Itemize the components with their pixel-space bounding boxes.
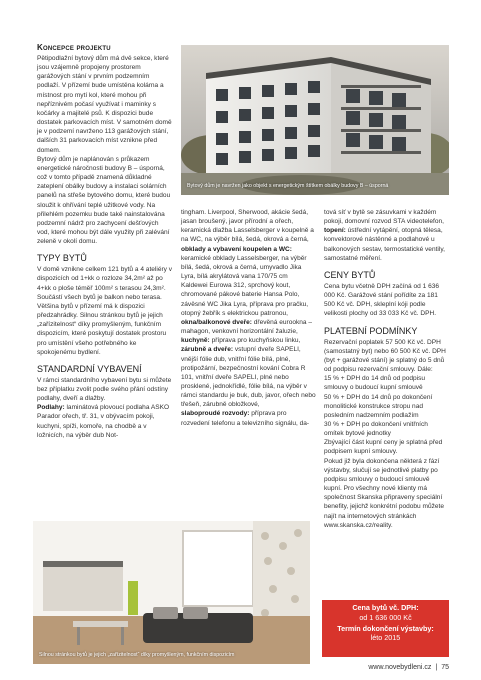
price-label: Cena bytů vč. DPH: <box>352 603 419 612</box>
photo-caption-bottom: Silnou stránkou bytů je jejich „zařízitelnost“ díky promyšleným, funkčním dispozicím <box>39 652 235 658</box>
section-title-koncepce: Koncepce projektu <box>37 43 111 52</box>
text-dvere: vstupní dveře SAPELI, vnější fólie dub, vnitřní fólie bílá, plné, protipožární, bezpečnostní kování Cobra R 101, vnitřní dveře SAPELI, plné nebo prosklené, jednokřídlé, fólie bílá, na výběr v rámci standardu je buk, dub, javor, ořech nebo třešeň, zárubně obložkové, <box>181 346 316 409</box>
paragraph-standard-intro: V rámci standardního vybavení bytu si můžete bez příplatku zvolit podle svého přání odstíny podlahy, dveří a dlažby. <box>37 376 172 403</box>
interior-photo <box>33 521 310 664</box>
label-obklady: obklady a vybavení koupelen a WC: <box>181 245 292 253</box>
building-exterior-photo <box>181 45 449 195</box>
footer-separator: | <box>435 664 438 671</box>
paragraph-koncepce: Pětipodlažní bytový dům má dvě sekce, které jsou vzájemně propojeny prostorem garážových stání v prvním podzemním podlaží. V přízemí bude umístěna kolárna a místnost pro mytí kol, které mohou při nepříznivém počasí využívat i maminky s kočárky a majitelé psů. K dispozici bude dostatek parkovacích míst. V samotném domě je v podzemí navrženo 113 garážových stání, dalších 31 parkovacích míst vznikne před domem. <box>37 55 172 154</box>
heading-ceny-bytu: CENY BYTŮ <box>324 269 376 280</box>
label-topeni: topení: <box>324 227 346 235</box>
paragraph-typy-bytu: V domě vznikne celkem 121 bytů a 4 ateliéry v dispozicích od 1+kk o rozloze 34,2m² až po 4+kk o ploše téměř 100m² s terasou 24,3m². Součástí všech bytů je balkon nebo terasa. Většina bytů v přízemí má k dispozici předzahrádky. Silnou stránkou bytů je jejich „zařízitelnost“ díky promyšleným, funkčním dispozicím, které poskytují dostatek prostoru pro umístění všeho potřebného ke spokojenému bydlení. <box>37 266 173 356</box>
interior-illustration <box>33 521 310 664</box>
paragraph-site: tová síť v bytě se zásuvkami v každém pokoji, domovní rozvod STA videotelefon, <box>324 209 444 226</box>
paragraph-benefity: Pokud již byla dokončena některá z fází výstavby, slučují se jednotlivé platby po podpisu smlouvy o budoucí smlouvě kupní. Pro všechny nové klienty má společnost Skanska připraveny speciální benefity, jejichž konkrétní podobu můžete najít na internetových stránkách www.skanska.cz/reality. <box>324 457 444 529</box>
paragraph-energy: Bytový dům je naplánován s průkazem energetické náročnosti budovy B – úsporná, což v tomto případě znamená důkladné zateplení obálky budovy a instalaci solárních panelů na střeše bytového domu, které budou sloužit k ohřívání teplé užitkové vody. Na přilehlém pozemku bude také nainstalována podzemní nádrž pro zachycení dešťových vod, které mohou být dále využity při zalévání zeleně v okolí domu. <box>37 155 171 246</box>
page-number: 75 <box>441 664 449 671</box>
paragraph-okna <box>181 318 316 336</box>
text-column-1 <box>37 43 172 440</box>
text-okna: dřevěná eurookna – mahagon, venkovní horizontální žaluzie, <box>181 318 313 336</box>
photo-caption-top: Bytový dům je navržen jako objekt s energetickým štítkem obálky budovy B – úsporná <box>187 183 389 189</box>
completion-value: léto 2015 <box>370 633 401 643</box>
building-illustration <box>181 45 449 195</box>
text-topeni: ústřední vytápění, otopná tělesa, konvektorové nástěnné a podlahové u balkonových sestav, termostatické ventily, samostatné měření. <box>324 227 445 262</box>
label-dvere: zárubně a dveře: <box>181 346 234 354</box>
heading-platebni-podminky: PLATEBNÍ PODMÍNKY <box>324 325 418 336</box>
text-podlahy: laminátová plovoucí podlaha ASKO Parador ořech, tř. 31, v obývacím pokoji, kuchyni, spíži, komoře, na chodbě a v ložnicích, na výběr dub Not- <box>37 404 170 439</box>
text-kuchyne: příprava pro kuchyňskou linku, <box>209 337 301 345</box>
paragraph-obklady <box>181 245 316 318</box>
paragraph-podlahy-cont: tingham. Liverpool, Sherwood, akácie šedá, jasan broušený, javor přírodní a ořech, keramická dlažba Lasselsberger v koupelně a na WC, na výběr bílá, šedá, okrová a černá, <box>181 209 314 244</box>
price-info-box <box>322 600 449 657</box>
paragraph-zbytek: Zbývající část kupní ceny je splatná před podpisem kupní smlouvy. <box>324 439 443 456</box>
price-value: od 1 636 000 Kč <box>359 612 412 622</box>
label-kuchyne: kuchyně: <box>181 337 210 345</box>
label-podlahy: Podlahy: <box>37 404 65 412</box>
completion-label: Termín dokončení výstavby: <box>337 623 434 633</box>
heading-standardni-vybaveni: STANDARDNÍ VYBAVENÍ <box>37 363 142 374</box>
footer-site-link[interactable]: www.novebydleni.cz <box>368 664 432 671</box>
text-column-3 <box>324 208 448 530</box>
paragraph-rezervace: Rezervační poplatek 57 500 Kč vč. DPH (samostatný byt) nebo 60 500 Kč vč. DPH (byt + garážové stání) je splatný do 5 dnů od podpisu rezervační smlouvy. Dále: <box>324 338 446 374</box>
paragraph-platba-15: 15 % + DPH do 14 dnů od podpisu smlouvy o budoucí kupní smlouvě <box>324 375 426 392</box>
heading-typy-bytu: TYPY BYTŮ <box>37 253 87 264</box>
paragraph-podlahy <box>37 403 172 440</box>
paragraph-slaboproud <box>181 409 316 427</box>
text-obklady: keramické obklady Lasselsberger, na výběr bílá, šedá, okrová a černá, umyvadlo Jika Lyra, bílá akrylátová vana 170/75 cm Kaldewei Eurowa 312, sprchový kout, chromované pákové baterie Hansa Polo, závěsné WC Jika Lyra, příprava pro pračku, otopný žebřík s elektrickou patronou, <box>181 254 309 317</box>
paragraph-platba-30: 30 % + DPH po dokončení vnitřních omítek bytové jednotky <box>324 420 428 438</box>
text-slaboproud: příprava pro rozvedení telefonu a televizního signálu, da- <box>181 410 310 427</box>
paragraph-dvere <box>181 345 316 409</box>
paragraph-platba-50: 50 % + DPH do 14 dnů po dokončení monolitické konstrukce stropu nad posledním nadzemním podlažím <box>324 393 433 419</box>
label-okna: okna/balkonové dveře: <box>181 318 252 326</box>
paragraph-topeni <box>324 226 448 263</box>
label-slaboproud: slaboproudé rozvody: <box>181 410 250 418</box>
text-column-2 <box>181 208 316 428</box>
paragraph-ceny: Cena bytu včetně DPH začíná od 1 636 000 Kč. Garážové stání pořídíte za 181 500 Kč vč. DPH, skleplní kóji podle velikosti plochy od 33 033 Kč vč. DPH. <box>324 282 440 318</box>
paragraph-kuchyne <box>181 336 316 345</box>
page-footer <box>322 663 449 672</box>
